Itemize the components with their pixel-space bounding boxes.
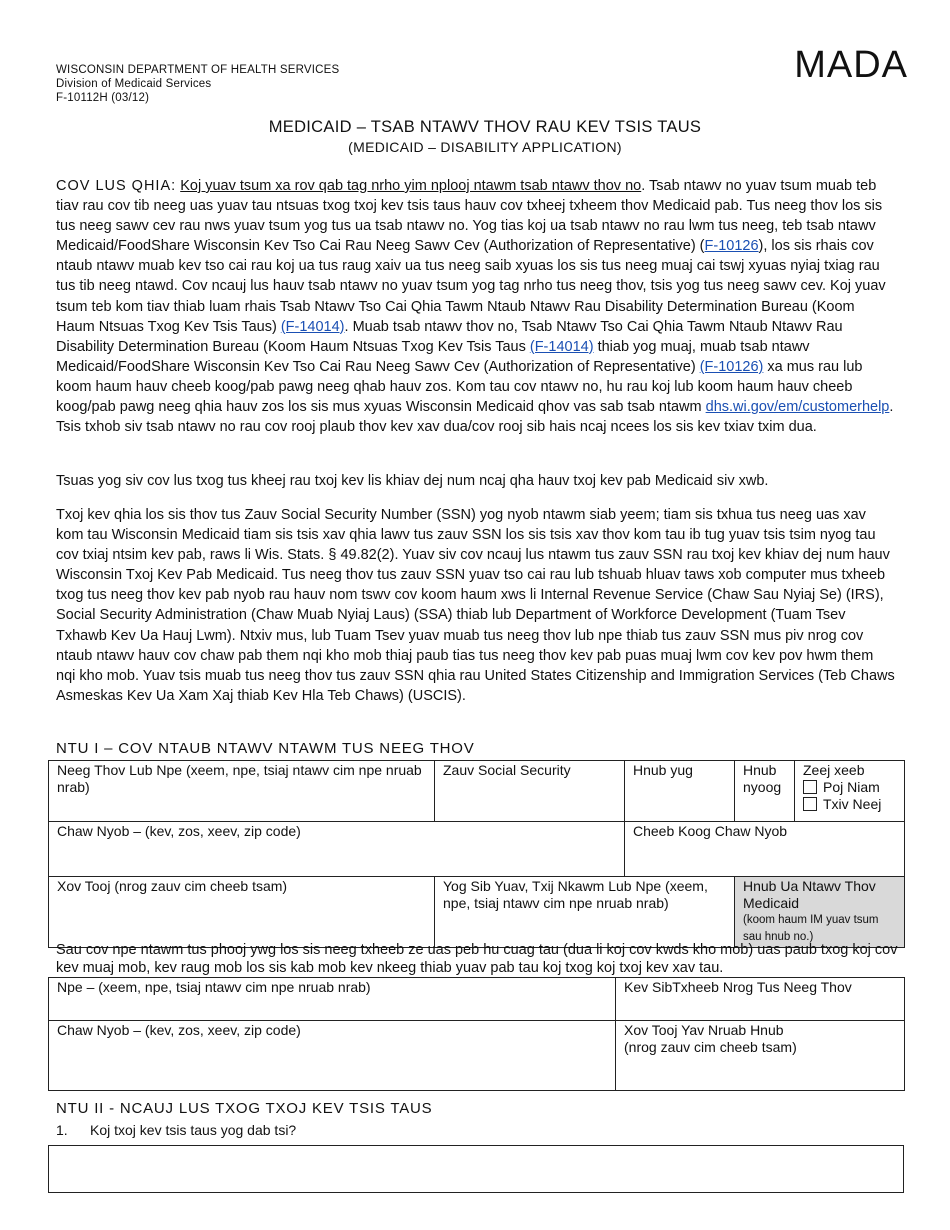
field-label: Kev SibTxheeb Nrog Tus Neeg Thov — [624, 979, 852, 995]
agency-header — [56, 63, 339, 105]
program-badge: MADA — [794, 44, 908, 86]
age-field[interactable] — [735, 761, 795, 822]
section-1-heading: NTU I – COV NTAUB NTAWV NTAWM TUS NEEG THOV — [56, 740, 475, 757]
instructions-text: . Tsis txhob siv tsab ntawv no rau cov rooj plaub thov kev xav dua/cov rooj sib hais ncaj ncees los sis kev txiav txim dua. — [56, 399, 894, 436]
contact-address-field[interactable] — [49, 1021, 616, 1091]
field-label: Yog Sib Yuav, Txij Nkawm Lub Npe (xeem, npe, tsiaj ntawv cim npe nruab nrab) — [443, 878, 708, 911]
contact-phone-field[interactable] — [616, 1021, 905, 1091]
customerhelp-link[interactable]: dhs.wi.gov/em/customerhelp — [705, 399, 890, 416]
question-1-answer-box[interactable] — [48, 1145, 904, 1193]
page-title: MEDICAID – TSAB NTAWV THOV RAU KEV TSIS TAUS — [268, 118, 702, 136]
instructions-lead: Koj yuav tsum xa rov qab tag nrho yim nplooj ntawm tsab ntawv thov no — [180, 178, 642, 194]
spouse-name-field[interactable] — [435, 877, 735, 948]
field-label: Cheeb Koog Chaw Nyob — [633, 823, 788, 839]
question-text: Koj txoj kev tsis taus yog dab tsi? — [90, 1122, 297, 1138]
application-date-field[interactable] — [735, 877, 905, 948]
question-number: 1. — [56, 1122, 68, 1138]
field-label: Chaw Nyob – (kev, zos, xeev, zip code) — [57, 1022, 301, 1038]
ssn-field[interactable] — [435, 761, 625, 822]
form-link-f10126[interactable]: (F-10126) — [699, 358, 764, 375]
county-field[interactable] — [625, 822, 905, 877]
checkbox-label: Poj Niam — [823, 779, 880, 795]
contact-table — [48, 977, 905, 1091]
ssn-paragraph: Txoj kev qhia los sis thov tus Zauv Social Security Number (SSN) yog nyob ntawm siab yeem; tiam sis txhua tus neeg uas xav kom tau Wisconsin Medicaid tiam sis tsis xav qhia lawv tus zauv SSN los sis tsis xav thov kom tau ib tug yuav tsis tsim nyog tau cov txiaj ntsim kev pab, raws li Wis. Stats. § 49.82(2). Yuav siv cov ncauj lus ntawm tus zauv SSN rau txoj kev khiav dej num hauv Wisconsin Txoj Kev Pab Medicaid. Tus neeg thov tus zauv SSN yuav tso cai rau lub tshuab hluav taws xob computer mus txheeb txog tus neeg thov kev pab nyob rau hauv nom tswv cov koom haum xws li Internal Revenue Service (Chaw Sau Nyiaj Se) (IRS), Social Security Administration (Chaw Muab Nyiaj Laus) (SSA) thiab lub Department of Workforce Development (Tuam Tsev Txhawb Kev Ua Hauj Lwm). Ntxiv mus, lub Tuam Tsev yuav muab tus neeg thov lub npe thiab tus zauv SSN mus piv nrog cov ntaub ntawv hauv cov chaw pab them nqi kho mob thiaj paub tias tus neeg thov kev pab puas muaj lwm cov kev pov hwm them nqi kho mob. Yuav tsis muab tus neeg thov tus zauv SSN qhia rau United States Citizenship and Immigration Services (Teb Chaws Asmeskas Kev Ua Xam Xaj thiab Kev Hla Teb Chaws) (USCIS). — [56, 507, 895, 704]
form-link-f10126[interactable]: F-10126 — [704, 238, 759, 255]
contact-name-field[interactable] — [49, 978, 616, 1021]
field-label: Xov Tooj Yav Nruab Hnub — [624, 1022, 784, 1038]
contact-instructions: Sau cov npe ntawm tus phooj ywg los sis neeg txheeb ze uas peb hu cuag tau (dua li koj cov kwds kho mob) uas paub txog koj cov kev muaj mob, kev raug mob los sis kab mob kev nkeeg thiab yuav pab tau koj txog koj txoj kev xav tau. — [56, 942, 898, 976]
relationship-field[interactable] — [616, 978, 905, 1021]
field-label: Chaw Nyob – (kev, zos, xeev, zip code) — [57, 823, 301, 839]
privacy-paragraph: Tsuas yog siv cov lus txog tus kheej rau txoj kev lis khiav dej num ncaj qha hauv txoj kev pab Medicaid siv xwb. — [56, 473, 769, 489]
question-1 — [56, 1122, 296, 1138]
division-name: Division of Medicaid Services — [56, 78, 212, 90]
field-label: Zeej xeeb — [803, 762, 865, 778]
field-label: Hnub Ua Ntawv Thov Medicaid — [743, 878, 876, 911]
field-label: Hnub yug — [633, 762, 693, 778]
instructions-text: xa mus rau lub koom haum hauv cheeb koog/pab pawg neeg qhab hauv zos. Kom tau cov ntawv no, hu rau koj lub koom haum hauv cheeb koog/pab pawg neeg qhia hauv zos los sis mus xyuas Wisconsin Medicaid qhov vas sab tsab ntawm — [56, 358, 863, 416]
field-label: Xov Tooj (nrog zauv cim cheeb tsam) — [57, 878, 288, 894]
field-label: Npe – (xeem, npe, tsiaj ntawv cim npe nruab nrab) — [57, 979, 371, 995]
page-subtitle: (MEDICAID – DISABILITY APPLICATION) — [348, 139, 622, 155]
phone-field[interactable] — [49, 877, 435, 948]
instructions-text: ), los sis rhais cov ntaub ntawv muab kev tso cai rau koj ua tus raug xaiv ua tus neeg saib xyuas los sis tus neeg muaj cai tswj xyuas nyiaj txiag rau tus tib neeg ntawd. Cov ncauj lus hauv tsab ntawv no yuav tsum yog tag nrho tus neeg thov, tsis yog tus neeg sawv cev. Koj yuav tsum teb kom tiav thiab luam rhais Tsab Ntawv Tso Cai Qhia Tawm Ntaub Ntawv Rau Disability Determination Bureau (Koom Haum Ntsuas Txog Kev Tsis Taus) — [56, 238, 886, 335]
address-field[interactable] — [49, 822, 625, 877]
applicant-info-table — [48, 760, 905, 948]
field-note: (koom haum IM yuav tsum sau hnub no.) — [743, 914, 879, 943]
section-2-heading: NTU II - NCAUJ LUS TXOG TXOJ KEV TSIS TAUS — [56, 1100, 433, 1117]
female-checkbox[interactable] — [803, 780, 817, 794]
checkbox-label: Txiv Neej — [823, 796, 882, 812]
agency-name: WISCONSIN DEPARTMENT OF HEALTH SERVICES — [56, 64, 340, 76]
instructions-paragraph — [56, 176, 896, 437]
field-label: Zauv Social Security — [443, 762, 571, 778]
male-checkbox[interactable] — [803, 797, 817, 811]
birth-date-field[interactable] — [625, 761, 735, 822]
form-link-f14014[interactable]: (F-14014) — [529, 338, 594, 355]
instructions-label: COV LUS QHIA: — [56, 178, 177, 194]
instructions-text: . Muab tsab ntawv thov no, Tsab Ntawv Tso Cai Qhia Tawm Ntaub Ntawv Rau Disability Determination Bureau (Koom Haum Ntsuas Txog Kev Tsis Taus — [56, 318, 843, 355]
field-label: Neeg Thov Lub Npe (xeem, npe, tsiaj ntawv cim npe nruab nrab) — [57, 762, 422, 795]
instructions-text: thiab yog muaj, muab tsab ntawv Medicaid/FoodShare Wisconsin Kev Tso Cai Rau Neeg Sawv Cev (Authorization of Representative) — [56, 338, 810, 375]
form-link-f14014[interactable]: (F-14014) — [280, 318, 345, 335]
form-id: F-10112H (03/12) — [56, 92, 150, 104]
field-note: (nrog zauv cim cheeb tsam) — [624, 1039, 797, 1055]
sex-field — [795, 761, 905, 822]
applicant-name-field[interactable] — [49, 761, 435, 822]
instructions-text: . Tsab ntawv no yuav tsum muab teb tiav rau cov tib neeg uas yuav tau ntsuas txog txoj kev tsis taus hauv cov txheej txheem thov Medicaid pab. Tus neeg thov los sis tus neeg sawv cev rau nws yuav tsum yog tus ua tsab ntawv no. Yog tias koj ua tsab ntawv no rau lwm tus neeg, teb tsab ntawv Medicaid/FoodShare Wisconsin Kev Tso Cai Rau Neeg Sawv Cev (Authorization of Representative) ( — [56, 178, 883, 255]
field-label: Hnub nyoog — [743, 762, 782, 795]
